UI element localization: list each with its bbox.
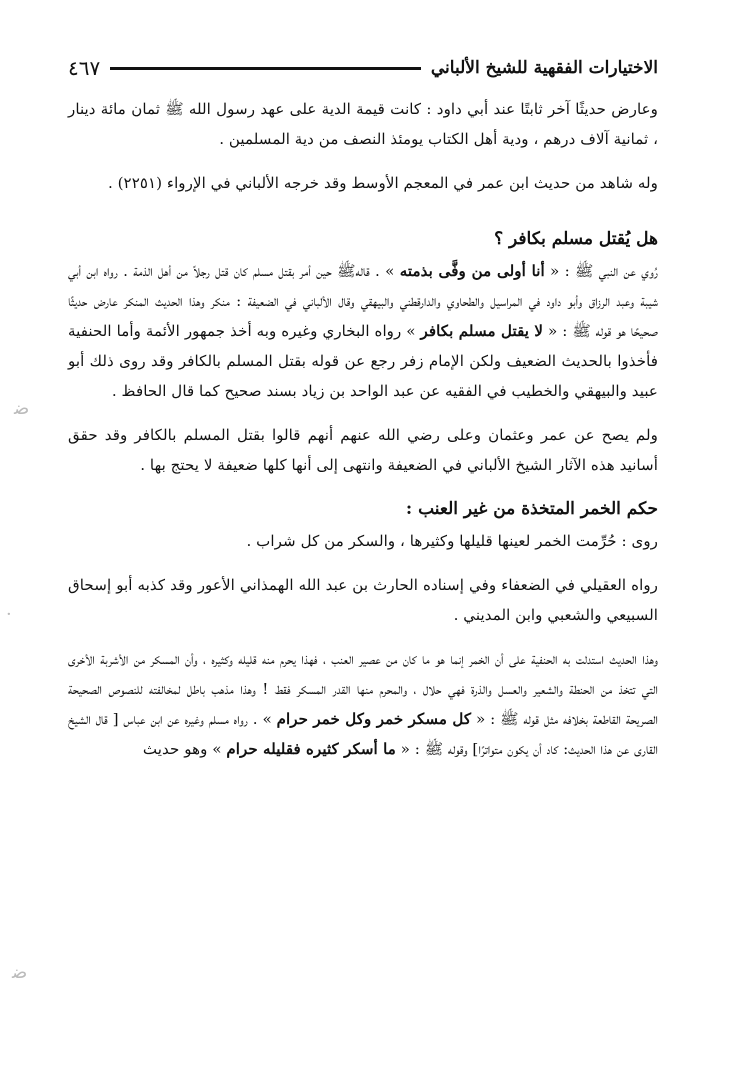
text-run: » رواه البخاري وغيره وبه أخذ جمهور الأئمة وأما الحنفية فأخذوا بالحديث الضعيف ولكن الإمام زفر رجع عن قوله بقتل المسلم بالكافر وقد روى ذلك أبو عبيد والبيهقي والخطيب في الفقيه عن عبد الواحد بن زياد بسند صحيح كما قال الحافظ . [68, 322, 658, 400]
paragraph: ولم يصح عن عمر وعثمان وعلى رضي الله عنهم أنهم قالوا بقتل المسلم بالكافر وقد حقق أسانيد هذه الآثار الشيخ الألباني في الضعيفة وانتهى إلى أنها كلها ضعيفة لا يحتج بها . [68, 426, 658, 474]
paragraph: رواه العقيلي في الضعفاء وفي إسناده الحارث بن عبد الله الهمذاني الأعور وقد كذبه أبو إسحاق السبيعي والشعبي وابن المديني . [68, 576, 658, 624]
hadith-quote: أنا أولى من وفَّى بذمته [399, 262, 545, 280]
margin-mark: · [6, 604, 12, 625]
text-run: » وهو حديث [142, 740, 227, 758]
section-heading: هل يُقتل مسلم بكافر ؟ [494, 229, 658, 249]
text-run: » . رواه مسلم وغيره عن ابن عباس [ قال الشيخ القارى عن هذا الحديث: كاد أن يكون متواترًا] وقوله ﷺ : « [68, 710, 658, 758]
paragraph: روى : حُرِّمت الخمر لعينها قليلها وكثيرها ، والسكر من كل شراب . [246, 532, 658, 550]
section-heading: حكم الخمر المتخذة من غير العنب : [405, 499, 658, 519]
paragraph [68, 256, 658, 406]
text-run: » . قالهﷺ حين أمر بقتل مسلم كان قتل رجلاً من أهل الذمة . رواه ابن أبي شيبة وعبد الرزاق وأبو داود في المراسيل والطحاوي والدارقطني والبيهقي وقال الألباني في الضعيفة : منكر وهذا الحديث المنكر عارض حديثًا صحيحًا هو قوله ﷺ : « [68, 262, 658, 340]
hadith-quote: كل مسكر خمر وكل خمر حرام [276, 710, 472, 728]
running-title: الاختيارات الفقهية للشيخ الألباني [430, 58, 658, 78]
text-run: رُوي عن النبي ﷺ : « [544, 262, 658, 280]
hadith-quote: لا يقتل مسلم بكافر [420, 322, 544, 340]
book-page [68, 52, 658, 778]
page-number: ٤٦٧ [68, 56, 101, 80]
margin-mark: ﺿ [14, 398, 30, 419]
margin-mark: ﺿ [12, 962, 28, 983]
paragraph: وعارض حديثًا آخر ثابتًا عند أبي داود : كانت قيمة الدية على عهد رسول الله ﷺ ثمان مائة دينار ، ثمانية آلاف درهم ، ودية أهل الكتاب يومئذ النصف من دية المسلمين . [68, 100, 658, 148]
hadith-quote: ما أسكر كثيره فقليله حرام [226, 740, 396, 758]
paragraph [68, 644, 658, 764]
text-run: وهذا الحديث استدلت به الحنفية على أن الخمر إنما هو ما كان من عصير العنب ، فهذا يحرم منه قليله وكثيره ، وأن المسكر من الأشربة الأخرى التي تتخذ من الحنطة والشعير والعسل والذرة فهي حلال ، والمحرم منها القدر المسكر فقط ! وهذا مذهب باطل لمخالفته للنصوص الصحيحة الصريحة القاطعة بخلافه مثل قوله ﷺ : « [68, 650, 658, 728]
header-rule [110, 67, 421, 70]
paragraph: وله شاهد من حديث ابن عمر في المعجم الأوسط وقد خرجه الألباني في الإرواء (٢٢٥١) . [107, 174, 658, 192]
running-header [68, 52, 658, 84]
